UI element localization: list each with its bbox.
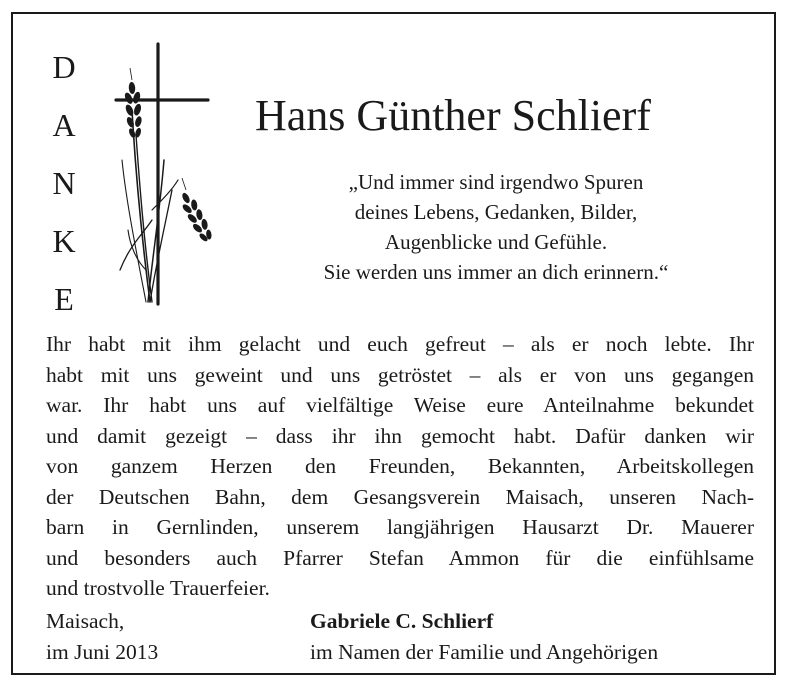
place-line: Maisach, bbox=[46, 609, 125, 633]
danke-letter: A bbox=[52, 107, 76, 143]
danke-letter: D bbox=[52, 49, 76, 85]
quote-line: Augenblicke und Gefühle. bbox=[384, 230, 608, 254]
thanks-line: von ganzem Herzen den Freunden, Bekannten, Arbeitskollegen bbox=[46, 454, 754, 478]
deceased-name: Hans Günther Schlierf bbox=[255, 91, 651, 140]
quote-line: Sie werden uns immer an dich erinnern.“ bbox=[323, 260, 669, 284]
quote-line: „Und immer sind irgendwo Spuren bbox=[348, 170, 644, 194]
danke-letter: K bbox=[52, 223, 76, 259]
signer-subline: im Namen der Familie und Angehörigen bbox=[310, 640, 659, 664]
danke-vertical-word bbox=[44, 38, 84, 328]
thanks-line: habt mit uns geweint und uns getröstet – als er von uns gegangen bbox=[46, 362, 754, 387]
danke-letter: E bbox=[54, 281, 74, 317]
memorial-quote bbox=[236, 167, 756, 287]
quote-line: deines Lebens, Gedanken, Bilder, bbox=[354, 200, 638, 224]
thanks-line: und damit gezeigt – dass ihr ihn gemocht habt. Dafür danken wir bbox=[46, 423, 754, 448]
place-and-date bbox=[46, 606, 158, 668]
cross-with-wheat-icon bbox=[112, 40, 212, 306]
thanks-line: und besonders auch Pfarrer Stefan Ammon für die einfühlsame bbox=[46, 545, 754, 570]
thanks-line: Ihr habt mit ihm gelacht und euch gefreut – als er noch lebte. Ihr bbox=[46, 332, 754, 356]
thanks-text bbox=[46, 329, 754, 604]
thanks-line: barn in Gernlinden, unserem langjährigen Hausarzt Dr. Mauerer bbox=[46, 515, 754, 539]
danke-letter: N bbox=[52, 165, 76, 201]
date-line: im Juni 2013 bbox=[46, 640, 159, 664]
thanks-line: und trostvolle Trauerfeier. bbox=[46, 576, 270, 600]
thanks-line: der Deutschen Bahn, dem Gesangsverein Maisach, unseren Nach- bbox=[46, 484, 754, 509]
signature-block bbox=[310, 606, 658, 668]
thanks-line: war. Ihr habt uns auf vielfältige Weise eure Anteilnahme bekundet bbox=[46, 393, 754, 417]
signer-name: Gabriele C. Schlierf bbox=[310, 609, 494, 633]
